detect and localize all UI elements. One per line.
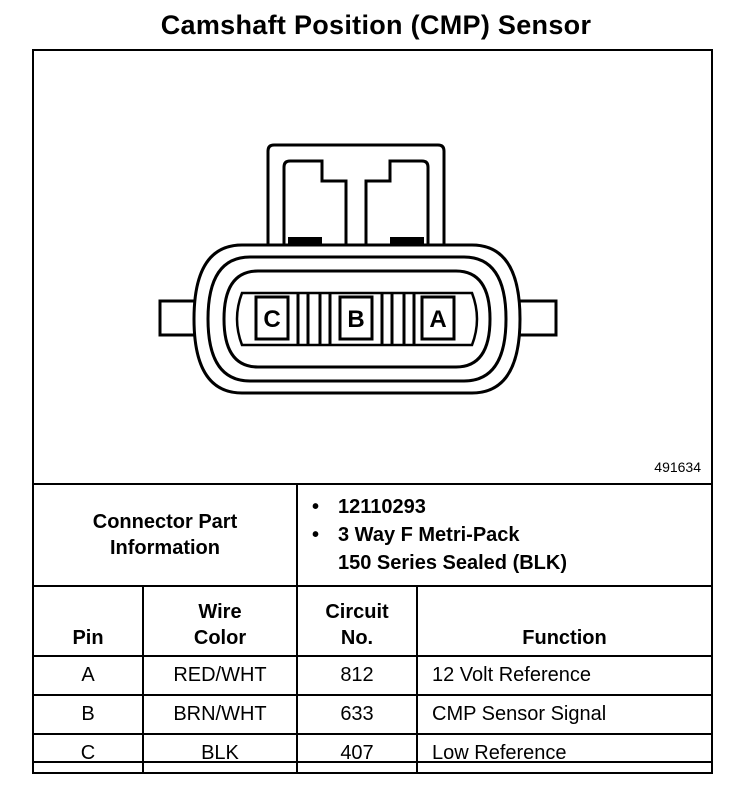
circuit-cell: 407 [297,734,417,773]
table-row [33,734,712,773]
header-pin: Pin [33,586,143,656]
table-row [33,656,712,695]
header-circuit-no [297,586,417,656]
part-info-label [33,484,297,586]
function-cell: CMP Sensor Signal [417,695,712,734]
wire-color-cell: BLK [143,734,297,773]
pin-cell: A [33,656,143,695]
header-wire: Wire [198,601,242,623]
connector-type-line2: 150 Series Sealed (BLK) [338,552,567,574]
header-color: Color [193,627,247,649]
connector-latch-inner [284,161,428,245]
table-header-row [33,586,712,656]
pin-label-c: C [263,306,281,333]
part-number: • 12110293 [338,493,711,521]
function-cell: 12 Volt Reference [417,656,712,695]
connector-type-line1: • 3 Way F Metri-Pack [338,521,711,549]
circuit-cell: 633 [297,695,417,734]
header-circuit: Circuit [325,601,389,623]
pinout-table [32,483,713,774]
pin-label-a: A [429,306,447,333]
latch-foot-left [288,237,322,245]
function-cell: Low Reference [417,734,712,773]
circuit-cell: 812 [297,656,417,695]
latch-foot-right [390,237,424,245]
wire-color-cell: BRN/WHT [143,695,297,734]
header-wire-color [143,586,297,656]
pin-cell: B [33,695,143,734]
header-function: Function [417,586,712,656]
part-info-label-line2: Information [110,537,220,559]
connector-drawing [32,49,713,485]
page-title: Camshaft Position (CMP) Sensor [160,10,592,40]
part-info-value [297,484,712,586]
connector-diagram [32,49,713,485]
part-info-label-line1: Connector Part [92,511,238,533]
part-info-row [33,484,712,586]
wire-color-cell: RED/WHT [143,656,297,695]
figure-id: 491634 [654,459,701,475]
table-row [33,695,712,734]
header-no: No. [340,627,374,649]
pin-cell: C [33,734,143,773]
pin-label-b: B [347,306,365,333]
